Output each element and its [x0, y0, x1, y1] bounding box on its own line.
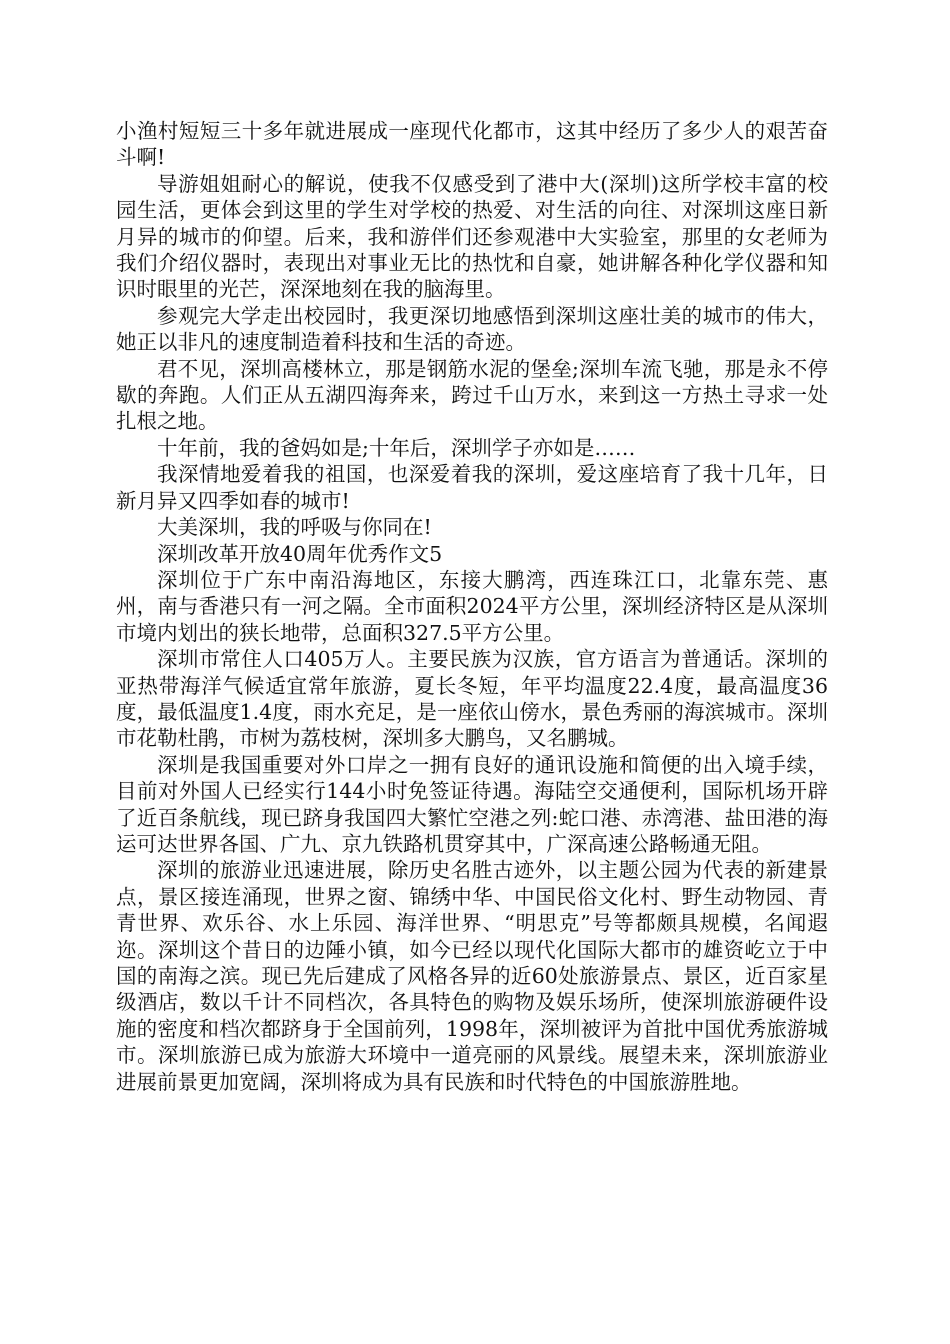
- paragraph: 小渔村短短三十多年就进展成一座现代化都市，这其中经历了多少人的艰苦奋斗啊!: [116, 119, 828, 170]
- paragraph: 深圳是我国重要对外口岸之一拥有良好的通讯设施和简便的出入境手续，目前对外国人已经实行144小时免签证待遇。海陆空交通便利，国际机场开辟了近百条航线，现已跻身我国四大繁忙空港之列:蛇口港、赤湾港、盐田港的海运可达世界各国、广九、京九铁路机贯穿其中，广深高速公路畅通无阻。: [116, 752, 828, 856]
- paragraph: 大美深圳，我的呼吸与你同在!: [157, 515, 432, 540]
- paragraph: 深圳位于广东中南沿海地区，东接大鹏湾，西连珠江口，北靠东莞、惠州，南与香港只有一河之隔。全市面积2024平方公里，深圳经济特区是从深圳市境内划出的狭长地带，总面积327.5平方公里。: [116, 567, 828, 645]
- paragraph: 导游姐姐耐心的解说，使我不仅感受到了港中大(深圳)这所学校丰富的校园生活，更体会到这里的学生对学校的热爱、对生活的向往、对深圳这座日新月异的城市的仰望。后来，我和游伴们还参观港中大实验室，那里的女老师为我们介绍仪器时，表现出对事业无比的热忱和自豪，她讲解各种化学仪器和知识时眼里的光芒，深深地刻在我的脑海里。: [116, 171, 828, 302]
- paragraph: 十年前，我的爸妈如是;十年后，深圳学子亦如是……: [157, 435, 636, 460]
- document-page: [116, 118, 828, 1095]
- paragraph: 深圳市常住人口405万人。主要民族为汉族，官方语言为普通话。深圳的亚热带海洋气候适宜常年旅游，夏长冬短，年平均温度22.4度，最高温度36度，最低温度1.4度，雨水充足，是一座依山傍水，景色秀丽的海滨城市。深圳市花勒杜鹃，市树为荔枝树，深圳多大鹏鸟，又名鹏城。: [116, 647, 828, 751]
- paragraph: 我深情地爱着我的祖国，也深爱着我的深圳，爱这座培育了我十几年，日新月异又四季如春的城市!: [116, 462, 828, 513]
- paragraph: 君不见，深圳高楼林立，那是钢筋水泥的堡垒;深圳车流飞驰，那是永不停歇的奔跑。人们正从五湖四海奔来，跨过千山万水，来到这一方热土寻求一处扎根之地。: [116, 356, 828, 434]
- section-heading: 深圳改革开放40周年优秀作文5: [157, 541, 443, 566]
- paragraph: 深圳的旅游业迅速进展，除历史名胜古迹外，以主题公园为代表的新建景点，景区接连涌现，世界之窗、锦绣中华、中国民俗文化村、野生动物园、青青世界、欢乐谷、水上乐园、海洋世界、“明思克”号等都颇具规模，名闻遐迩。深圳这个昔日的边陲小镇，如今已经以现代化国际大都市的雄资屹立于中国的南海之滨。现已先后建成了风格各异的近60处旅游景点、景区，近百家星级酒店，数以千计不同档次，各具特色的购物及娱乐场所，使深圳旅游硬件设施的密度和档次都跻身于全国前列，1998年，深圳被评为首批中国优秀旅游城市。深圳旅游已成为旅游大环境中一道亮丽的风景线。展望未来，深圳旅游业进展前景更加宽阔，深圳将成为具有民族和时代特色的中国旅游胜地。: [116, 858, 828, 1094]
- paragraph: 参观完大学走出校园时，我更深切地感悟到深圳这座壮美的城市的伟大，她正以非凡的速度制造着科技和生活的奇迹。: [116, 303, 828, 355]
